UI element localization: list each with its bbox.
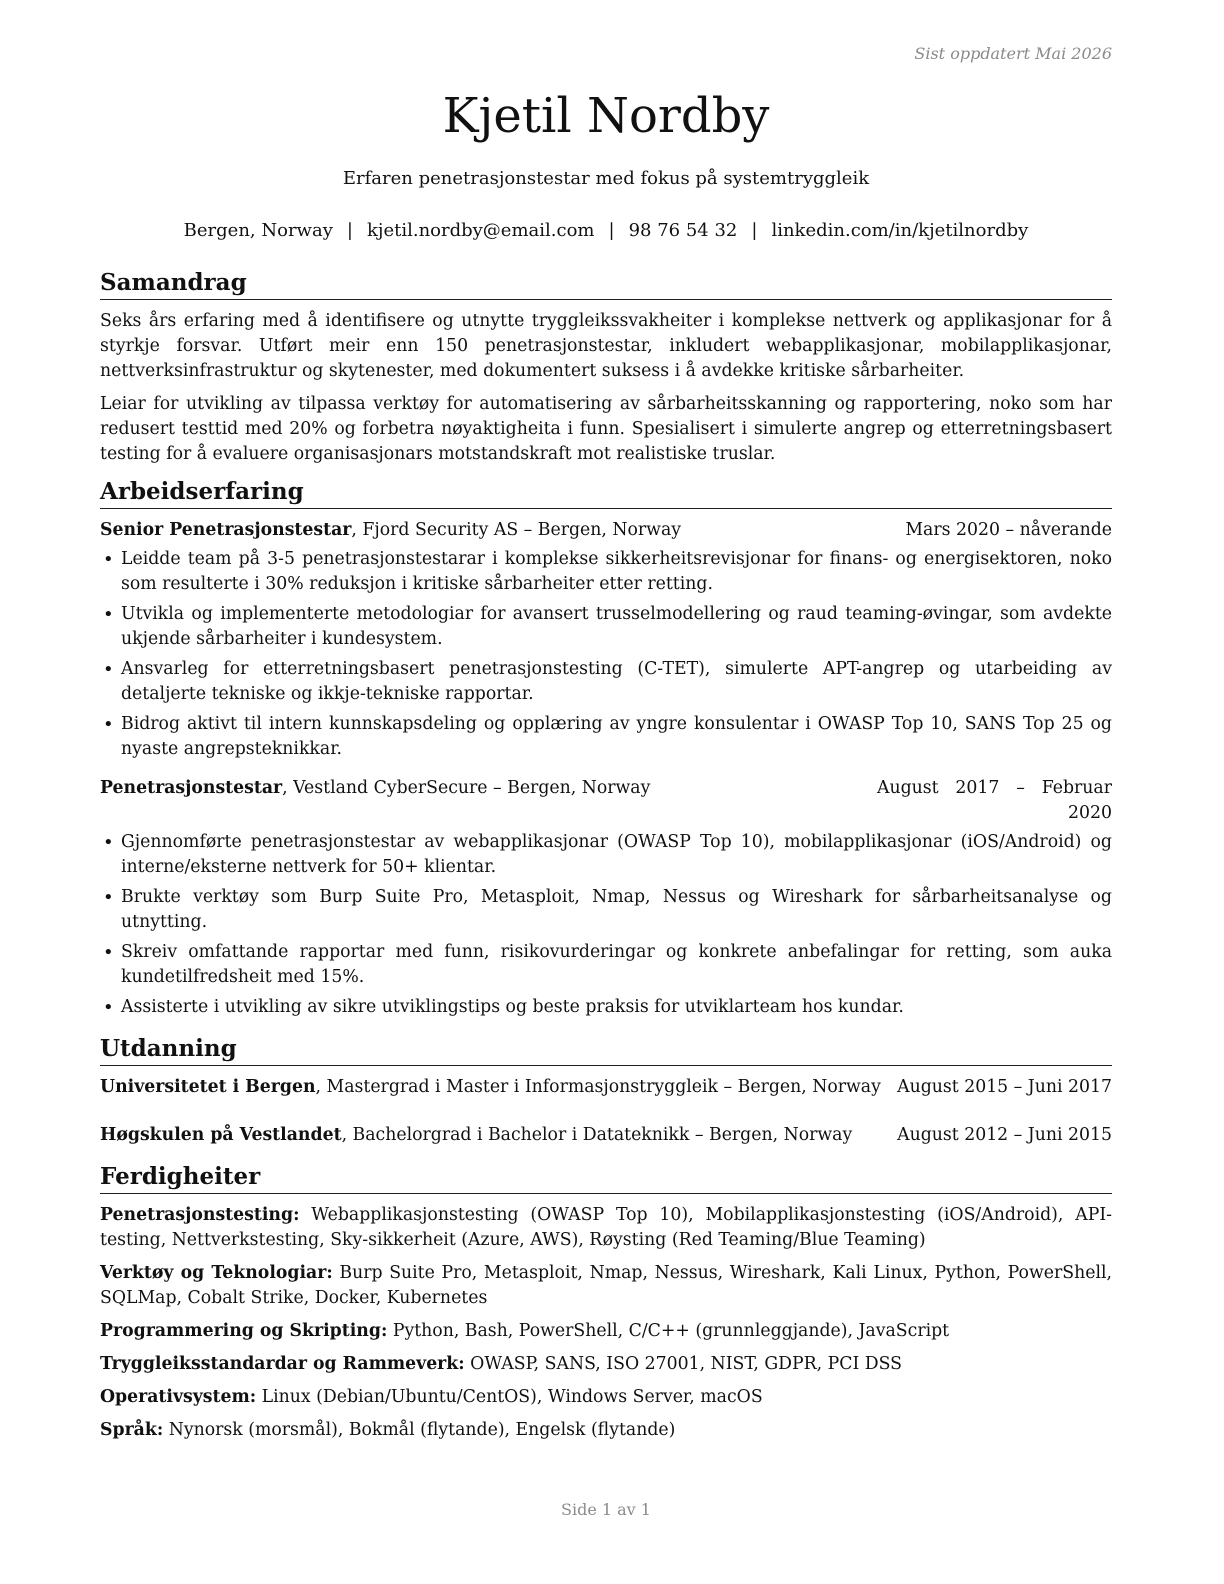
summary-section — [100, 268, 1112, 467]
job-title: Penetrasjonstestar — [100, 778, 283, 798]
job-employer: , Vestland CyberSecure – Bergen, Norway — [282, 778, 651, 798]
degree: , Bachelorgrad i Bachelor i Datateknikk – Bergen, Norway — [341, 1125, 853, 1145]
contact-separator: | — [751, 220, 758, 241]
education-item — [100, 1123, 1112, 1148]
contact-separator: | — [608, 220, 615, 241]
experience-heading: Arbeidserfaring — [100, 477, 1112, 509]
summary-paragraph: Leiar for utvikling av tilpassa verktøy for automatisering av sårbarheitsskanning og rapportering, noko som har redusert testtid med 20% og forbetra nøyaktigheita i funn. Spesialisert i simulerte angrep og etterretningsbasert testing for å evaluere organisasjonars motstandskraft mot realistiske truslar. — [100, 394, 1112, 464]
job-employer: , Fjord Security AS – Bergen, Norway — [351, 520, 682, 540]
job-header — [100, 518, 1112, 543]
job-title: Senior Penetrasjonstestar — [100, 520, 352, 540]
list-item: • Assisterte i utvikling av sikre utviklingstips og beste praksis for utviklarteam hos kundar. — [100, 995, 1112, 1020]
skill-value: Python, Bash, PowerShell, C/C++ (grunnleggjande), JavaScript — [387, 1321, 950, 1341]
skill-row — [100, 1203, 1112, 1253]
job-dates: Mars 2020 – nåverande — [905, 520, 1112, 540]
last-updated: Sist oppdatert Mai 2026 — [914, 44, 1112, 63]
list-item: • Gjennomførte penetrasjonstestar av webapplikasjonar (OWASP Top 10), mobilapplikasjonar (iOS/Android) og interne/eksterne nettverk for 50+ klientar. — [100, 830, 1112, 880]
list-item: • Brukte verktøy som Burp Suite Pro, Metasploit, Nmap, Nessus og Wireshark for sårbarheitsanalyse og utnytting. — [100, 885, 1112, 935]
skill-row — [100, 1418, 1112, 1443]
education-dates: August 2015 – Juni 2017 — [897, 1077, 1112, 1097]
skill-row — [100, 1261, 1112, 1311]
skill-label: Operativsystem: — [100, 1387, 257, 1407]
education-dates: August 2012 – Juni 2015 — [897, 1125, 1112, 1145]
school-name: Høgskulen på Vestlandet — [100, 1125, 342, 1145]
person-name: Kjetil Nordby — [442, 88, 770, 144]
skill-label: Tryggleiksstandardar og Rammeverk: — [100, 1354, 465, 1374]
summary-paragraph: Seks års erfaring med å identifisere og utnytte tryggleikssvakheiter i komplekse nettverk og applikasjonar for å styrkje forsvar. Utført meir enn 150 penetrasjonstestar, inkludert webapplikasjonar, mobilapplikasjonar, nettverksinfrastruktur og skytenester, med dokumentert suksess i å avdekke kritiske sårbarheiter. — [100, 311, 1112, 381]
skill-value: Burp Suite Pro, Metasploit, Nmap, Nessus, Wireshark, Kali Linux, Python, PowerShell, SQLMap, Cobalt Strike, Docker, Kubernetes — [100, 1263, 1112, 1308]
page-number: Side 1 av 1 — [561, 1500, 651, 1519]
list-item: • Ansvarleg for etterretningsbasert penetrasjonstesting (C-TET), simulerte APT-angrep og utarbeiding av detaljerte tekniske og ikkje-tekniske rapportar. — [100, 657, 1112, 707]
skill-row — [100, 1352, 1112, 1377]
skill-label: Språk: — [100, 1420, 164, 1440]
summary-heading: Samandrag — [100, 268, 1112, 300]
degree: , Mastergrad i Master i Informasjonstryggleik – Bergen, Norway — [315, 1077, 881, 1097]
education-heading: Utdanning — [100, 1034, 1112, 1066]
school-name: Universitetet i Bergen — [100, 1077, 316, 1097]
resume-content — [100, 268, 1112, 1453]
contact-line — [100, 218, 1112, 244]
skill-row — [100, 1385, 1112, 1410]
job-header — [100, 776, 1112, 826]
list-item: • Bidrog aktivt til intern kunnskapsdeling og opplæring av yngre konsulentar i OWASP Top 10, SANS Top 25 og nyaste angrepsteknikkar. — [100, 712, 1112, 762]
skill-value: Webapplikasjonstesting (OWASP Top 10), Mobilapplikasjonstesting (iOS/Android), API-testing, Nettverkstesting, Sky-sikkerheit (Azure, AWS), Røysting (Red Teaming/Blue Teaming) — [100, 1205, 1112, 1250]
tagline: Erfaren penetrasjonstestar med fokus på systemtryggleik — [342, 168, 870, 189]
skill-label: Verktøy og Teknologiar: — [100, 1263, 333, 1283]
skills-heading: Ferdigheiter — [100, 1162, 1112, 1194]
list-item: • Utvikla og implementerte metodologiar for avansert trusselmodellering og raud teaming-øvingar, som avdekte ukjende sårbarheiter i kundesystem. — [100, 602, 1112, 652]
skill-row — [100, 1319, 1112, 1344]
contact-location: Bergen, Norway — [183, 220, 333, 241]
contact-phone: 98 76 54 32 — [628, 220, 738, 241]
education-section — [100, 1034, 1112, 1148]
job-bullets — [100, 547, 1112, 762]
skills-section — [100, 1162, 1112, 1443]
job-dates: August 2017 – Februar 2020 — [877, 778, 1112, 823]
list-item: • Leidde team på 3-5 penetrasjonstestarar i komplekse sikkerheitsrevisjonar for finans- og energisektoren, noko som resulterte i 30% reduksjon i kritiske sårbarheiter etter retting. — [100, 547, 1112, 597]
skill-value: Nynorsk (morsmål), Bokmål (flytande), Engelsk (flytande) — [163, 1420, 676, 1440]
education-item — [100, 1075, 1112, 1100]
list-item: • Skreiv omfattande rapportar med funn, risikovurderingar og konkrete anbefalingar for retting, som auka kundetilfredsheit med 15%. — [100, 940, 1112, 990]
skill-value: OWASP, SANS, ISO 27001, NIST, GDPR, PCI DSS — [464, 1354, 903, 1374]
job-bullets — [100, 830, 1112, 1020]
contact-separator: | — [346, 220, 353, 241]
skill-label: Penetrasjonstesting: — [100, 1205, 300, 1225]
contact-email[interactable]: kjetil.nordby@email.com — [366, 220, 595, 241]
skill-label: Programmering og Skripting: — [100, 1321, 388, 1341]
experience-section — [100, 477, 1112, 1020]
contact-linkedin[interactable]: linkedin.com/in/kjetilnordby — [771, 220, 1029, 241]
skill-value: Linux (Debian/Ubuntu/CentOS), Windows Server, macOS — [256, 1387, 763, 1407]
